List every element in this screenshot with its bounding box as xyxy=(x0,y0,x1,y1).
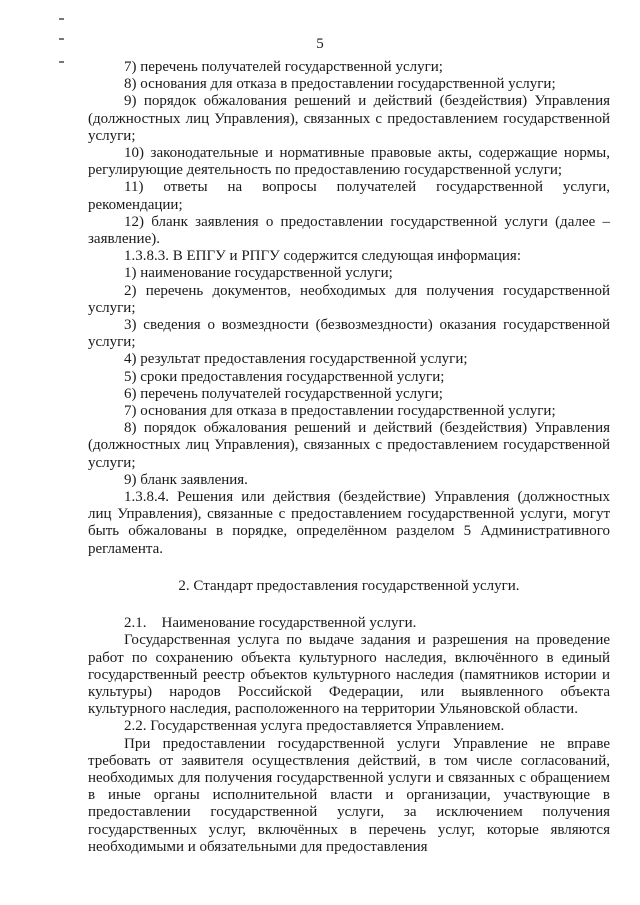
body-paragraph: 2.2. Государственная услуга предоставляется Управлением. xyxy=(124,718,505,735)
list-item: 6) перечень получателей государственной услуги; xyxy=(124,385,443,402)
scan-mark xyxy=(59,18,64,20)
list-item: 1) наименование государственной услуги; xyxy=(124,265,393,282)
body-paragraph: При предоставлении государственной услуги Управление не вправе требовать от заявителя осуществления действий, в том числе согласований, необходимых для получения государственной услуги и связанных с обращением в иные органы исполнительной власти и организации, участвующие в предоставлении государственной услуги, за исключением получения государственных услуг, включённых в перечень услуг, которые являются необходимыми и обязательными для предоставления xyxy=(88,735,610,855)
list-item: 8) порядок обжалования решений и действий (бездействия) Управления (должностных лиц Управления), связанных с предоставлением государственной услуги; xyxy=(88,420,610,471)
list-item: 3) сведения о возмездности (безвозмездности) оказания государственной услуги; xyxy=(88,317,610,351)
list-item: 9) бланк заявления. xyxy=(124,471,248,488)
page-number: 5 xyxy=(316,36,324,52)
list-item: 4) результат предоставления государственной услуги; xyxy=(124,351,468,368)
document-body xyxy=(88,59,610,856)
list-item: 10) законодательные и нормативные правовые акты, содержащие нормы, регулирующие деятельность по предоставлению государственной услуги; xyxy=(88,145,610,179)
section-heading: 2. Стандарт предоставления государственной услуги. xyxy=(178,577,520,594)
clause-paragraph: 1.3.8.4. Решения или действия (бездействие) Управления (должностных лиц Управления), связанные с предоставлением государственной услуги, могут быть обжалованы в порядке, определённом разделом 5 Административного регламента. xyxy=(88,489,610,557)
list-item: 9) порядок обжалования решений и действий (бездействия) Управления (должностных лиц Управления), связанных с предоставлением государственной услуги; xyxy=(88,93,610,144)
list-item: 11) ответы на вопросы получателей государственной услуги, рекомендации; xyxy=(88,179,610,213)
list-item: 2) перечень документов, необходимых для получения государственной услуги; xyxy=(88,282,610,316)
scan-mark xyxy=(59,61,64,63)
list-item: 7) перечень получателей государственной услуги; xyxy=(124,59,443,75)
list-item: 12) бланк заявления о предоставлении государственной услуги (далее – заявление). xyxy=(88,213,610,248)
body-paragraph: Государственная услуга по выдаче задания и разрешения на проведение работ по сохранению объекта культурного наследия, включённого в единый государственный реестр объектов культурного наследия (памятников истории и культуры) народов Российской Федерации, или выявленного объекта культурного наследия, расположенного на территории Ульяновской области. xyxy=(88,632,610,718)
list-item: 8) основания для отказа в предоставлении государственной услуги; xyxy=(124,76,556,93)
list-item: 7) основания для отказа в предоставлении государственной услуги; xyxy=(124,403,556,420)
clause-paragraph: 1.3.8.3. В ЕПГУ и РПГУ содержится следующая информация: xyxy=(124,248,522,265)
list-item: 5) сроки предоставления государственной услуги; xyxy=(124,368,445,385)
subsection-heading: 2.1. Наименование государственной услуги. xyxy=(124,615,417,632)
